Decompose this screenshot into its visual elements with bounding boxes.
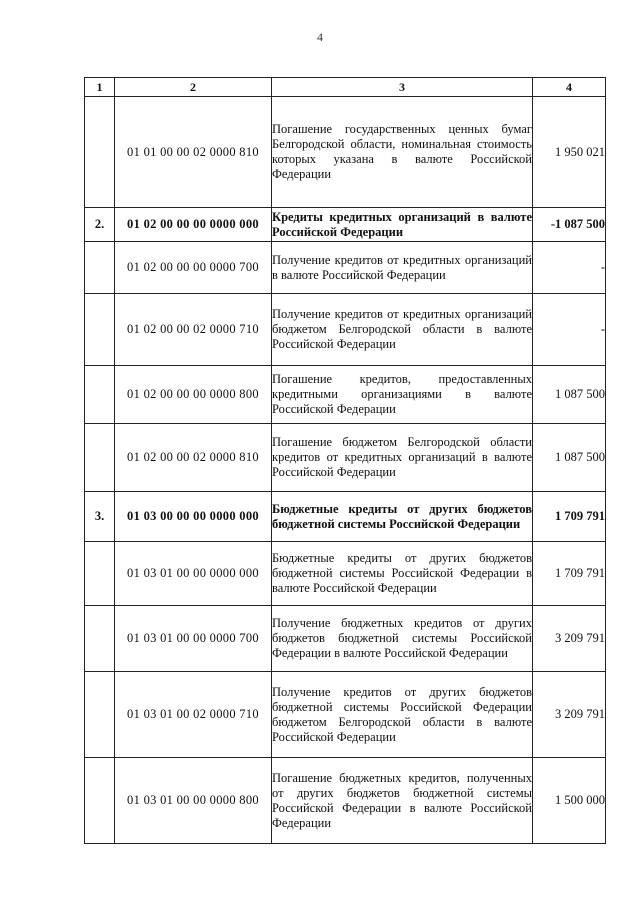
table-row xyxy=(85,672,606,758)
table-row xyxy=(85,97,606,208)
row-number xyxy=(85,366,115,424)
header-row xyxy=(85,78,606,97)
amount: 3 209 791 xyxy=(533,672,606,758)
amount: 1 950 021 xyxy=(533,97,606,208)
budget-code: 01 02 00 00 00 0000 800 xyxy=(115,366,272,424)
row-number xyxy=(85,606,115,672)
item-name: Получение бюджетных кредитов от других бюджетов бюджетной системы Российской Федерации в валюте Российской Федерации xyxy=(272,606,533,672)
row-number xyxy=(85,758,115,844)
header-cell: 4 xyxy=(533,78,606,97)
amount: 1 709 791 xyxy=(533,492,606,542)
amount: - xyxy=(533,294,606,366)
item-name: Погашение бюджетных кредитов, полученных от других бюджетов бюджетной системы Российской Федерации в валюте Российской Федерации xyxy=(272,758,533,844)
item-name: Получение кредитов от других бюджетов бюджетной системы Российской Федерации бюджетом Белгородской области в валюте Российской Федерации xyxy=(272,672,533,758)
item-name: Погашение кредитов, предоставленных кредитными организациями в валюте Российской Федерации xyxy=(272,366,533,424)
budget-code: 01 02 00 00 00 0000 000 xyxy=(115,208,272,242)
row-number xyxy=(85,424,115,492)
row-number: 3. xyxy=(85,492,115,542)
budget-code: 01 01 00 00 02 0000 810 xyxy=(115,97,272,208)
row-number xyxy=(85,97,115,208)
item-name: Бюджетные кредиты от других бюджетов бюджетной системы Российской Федерации xyxy=(272,492,533,542)
header-cell: 1 xyxy=(85,78,115,97)
item-name: Погашение бюджетом Белгородской области кредитов от кредитных организаций в валюте Российской Федерации xyxy=(272,424,533,492)
row-number xyxy=(85,542,115,606)
table-row xyxy=(85,242,606,294)
table-row xyxy=(85,758,606,844)
budget-code: 01 02 00 00 02 0000 810 xyxy=(115,424,272,492)
row-number: 2. xyxy=(85,208,115,242)
table-row xyxy=(85,424,606,492)
budget-code: 01 03 01 00 00 0000 000 xyxy=(115,542,272,606)
header-cell: 2 xyxy=(115,78,272,97)
amount: -1 087 500 xyxy=(533,208,606,242)
table-row xyxy=(85,606,606,672)
budget-code: 01 03 01 00 02 0000 710 xyxy=(115,672,272,758)
amount: 1 087 500 xyxy=(533,424,606,492)
table-row xyxy=(85,492,606,542)
amount: 1 709 791 xyxy=(533,542,606,606)
amount: - xyxy=(533,242,606,294)
item-name: Погашение государственных ценных бумаг Белгородской области, номинальная стоимость которых указана в валюте Российской Федерации xyxy=(272,97,533,208)
item-name: Кредиты кредитных организаций в валюте Российской Федерации xyxy=(272,208,533,242)
table-row xyxy=(85,294,606,366)
budget-code: 01 02 00 00 00 0000 700 xyxy=(115,242,272,294)
budget-sources-table xyxy=(84,77,606,844)
item-name: Бюджетные кредиты от других бюджетов бюджетной системы Российской Федерации в валюте Российской Федерации xyxy=(272,542,533,606)
table-row xyxy=(85,366,606,424)
row-number xyxy=(85,672,115,758)
item-name: Получение кредитов от кредитных организаций в валюте Российской Федерации xyxy=(272,242,533,294)
budget-code: 01 02 00 00 02 0000 710 xyxy=(115,294,272,366)
budget-code: 01 03 01 00 00 0000 700 xyxy=(115,606,272,672)
budget-code: 01 03 01 00 00 0000 800 xyxy=(115,758,272,844)
table-row xyxy=(85,208,606,242)
page-number: 4 xyxy=(317,30,323,44)
amount: 1 087 500 xyxy=(533,366,606,424)
amount: 3 209 791 xyxy=(533,606,606,672)
amount: 1 500 000 xyxy=(533,758,606,844)
table-row xyxy=(85,542,606,606)
row-number xyxy=(85,294,115,366)
budget-code: 01 03 00 00 00 0000 000 xyxy=(115,492,272,542)
header-cell: 3 xyxy=(272,78,533,97)
item-name: Получение кредитов от кредитных организаций бюджетом Белгородской области в валюте Российской Федерации xyxy=(272,294,533,366)
row-number xyxy=(85,242,115,294)
